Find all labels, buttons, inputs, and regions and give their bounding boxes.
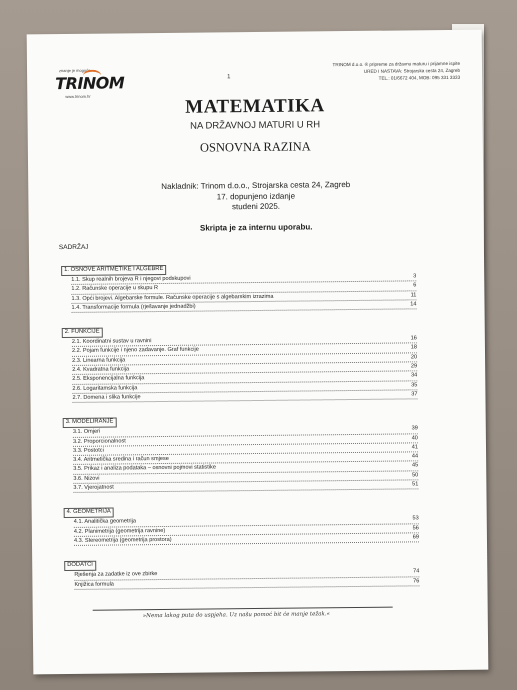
toc-entry-page: 18 — [409, 344, 417, 352]
toc-entry-page: 14 — [408, 300, 416, 308]
page-number: 1 — [227, 74, 231, 81]
toc-section — [63, 407, 419, 494]
footer-motto: »Nema lakog puta do uspjeha. Uz našu pomoć bit će manje težak.« — [142, 611, 331, 620]
toc-entry-label: 1.1. Skup realnih brojeva R i njegovi podskupovi — [71, 275, 191, 283]
toc-entry-label: 1.4. Transformacije formula (rješavanje jednadžbi) — [71, 303, 196, 311]
toc-entry-page: 37 — [409, 390, 417, 398]
toc-entry-label: 3.3. Postotci — [72, 447, 104, 454]
toc-entry-label: 2.1. Koordinatni sustav u ravnini — [71, 338, 152, 346]
contact-line: URED I NASTAVA: Strojarska cesta 24, Zagreb — [363, 67, 461, 74]
toc-entry-page: 45 — [410, 462, 418, 470]
toc-entry-label: 3.5. Prikaz i analiza podataka – osnovni pojmovi statistike — [73, 464, 216, 473]
edition-line: 17. dopunjeno izdanje — [216, 191, 296, 201]
toc-entry-page: 34 — [409, 372, 417, 380]
toc-entry-page: 76 — [411, 577, 419, 585]
toc-entry-page: 51 — [410, 480, 418, 488]
document-level: OSNOVNA RAZINA — [199, 139, 311, 155]
toc-entry-page: 41 — [410, 443, 418, 451]
toc-entry-label: 2.5. Eksponencijalna funkcija — [72, 375, 145, 383]
toc-entry-label: 2.3. Linearna funkcija — [72, 357, 126, 364]
document-title: MATEMATIKA — [185, 95, 325, 118]
table-of-contents — [61, 254, 420, 597]
toc-entry-label: 2.4. Kvadratna funkcija — [72, 366, 130, 374]
toc-entry-page: 29 — [409, 362, 417, 370]
toc-entry-label: 1.2. Računske operacije u skupu R — [71, 285, 159, 293]
toc-section-title: DODATCI — [64, 561, 96, 571]
toc-entry-page: 56 — [411, 524, 419, 532]
logo-tagline: znanje je moguće — [59, 67, 91, 74]
toc-entry-page: 3 — [411, 272, 416, 280]
toc-entry-label: 4.2. Planimetrija (geometrija ravnine) — [73, 527, 166, 535]
toc-entry-page: 39 — [410, 425, 418, 433]
toc-entry-page: 20 — [409, 353, 417, 361]
publisher-info — [28, 179, 483, 215]
document-page — [27, 30, 489, 675]
toc-entry-label: 2.7. Domena i slika funkcije — [72, 394, 141, 401]
toc-entry-page: 6 — [411, 282, 416, 290]
toc-section-title: 2. FUNKCIJE — [62, 328, 103, 338]
toc-entry-page: 44 — [410, 452, 418, 460]
toc-section-title: 1. OSNOVE ARITMETIKE I ALGEBRE — [61, 265, 166, 276]
document-subtitle: NA DRŽAVNOJ MATURI U RH — [190, 119, 321, 132]
toc-section — [64, 497, 419, 547]
toc-section-title: 4. GEOMETRIJA — [64, 508, 114, 518]
toc-entry-label: Knjižica formula — [74, 581, 114, 588]
contact-line: TRINOM d.o.o. ® pripreme za državnu maturu i prijamne ispite — [332, 60, 461, 68]
toc-section — [62, 317, 418, 404]
toc-entry-label: 4.1. Analitička geometrija — [73, 518, 136, 526]
toc-section — [61, 254, 417, 313]
toc-entry-page: 16 — [409, 335, 417, 343]
toc-section — [64, 550, 419, 590]
toc-entry-label: Rješenja za zadatke iz ove zbirke — [74, 571, 158, 579]
toc-entry-page: 50 — [410, 471, 418, 479]
toc-entry-label: 4.3. Stereometrija (geometrija prostora) — [73, 536, 172, 544]
toc-entry-page: 40 — [410, 434, 418, 442]
contact-line: TEL.: 01/6672 404, MOB: 095 331 3333 — [378, 74, 461, 81]
toc-entry-page: 74 — [411, 568, 419, 576]
logo-brand: TRINOM — [55, 73, 125, 94]
toc-heading: SADRŽAJ — [58, 243, 89, 252]
logo-site: www.trinom.hr — [65, 93, 91, 99]
toc-entry-page: 53 — [410, 515, 418, 523]
toc-entry-page: 11 — [409, 291, 417, 299]
toc-entry-page: 69 — [411, 533, 419, 541]
toc-entry-label: 1.3. Opći brojevi. Algebarske formule. Računske operacije s algebarskim izrazima — [71, 293, 274, 302]
toc-entry-label: 3.4. Aritmetička sredina i račun smjese — [73, 456, 169, 464]
date-line: studeni 2025. — [231, 201, 281, 212]
toc-entry-page: 35 — [409, 381, 417, 389]
toc-entry-label: 3.1. Omjeri — [72, 428, 101, 436]
publisher-line: Nakladnik: Trinom d.o.o., Strojarska cesta 24, Zagreb — [161, 180, 351, 191]
internal-note: Skripta je za internu uporabu. — [199, 222, 313, 233]
contact-info — [260, 60, 460, 83]
toc-entry-label: 2.6. Logaritamska funkcija — [72, 384, 138, 392]
toc-entry-label: 3.6. Nizovi — [73, 475, 100, 482]
toc-entry-label: 3.7. Vjerojatnost — [73, 484, 114, 491]
toc-entry-label: 2.2. Pojam funkcije i njeno zadavanje. Graf funkcije — [71, 347, 199, 355]
toc-entry-label: 3.2. Proporcionalnost — [72, 437, 126, 445]
toc-section-title: 3. MODELIRANJE — [63, 418, 117, 428]
